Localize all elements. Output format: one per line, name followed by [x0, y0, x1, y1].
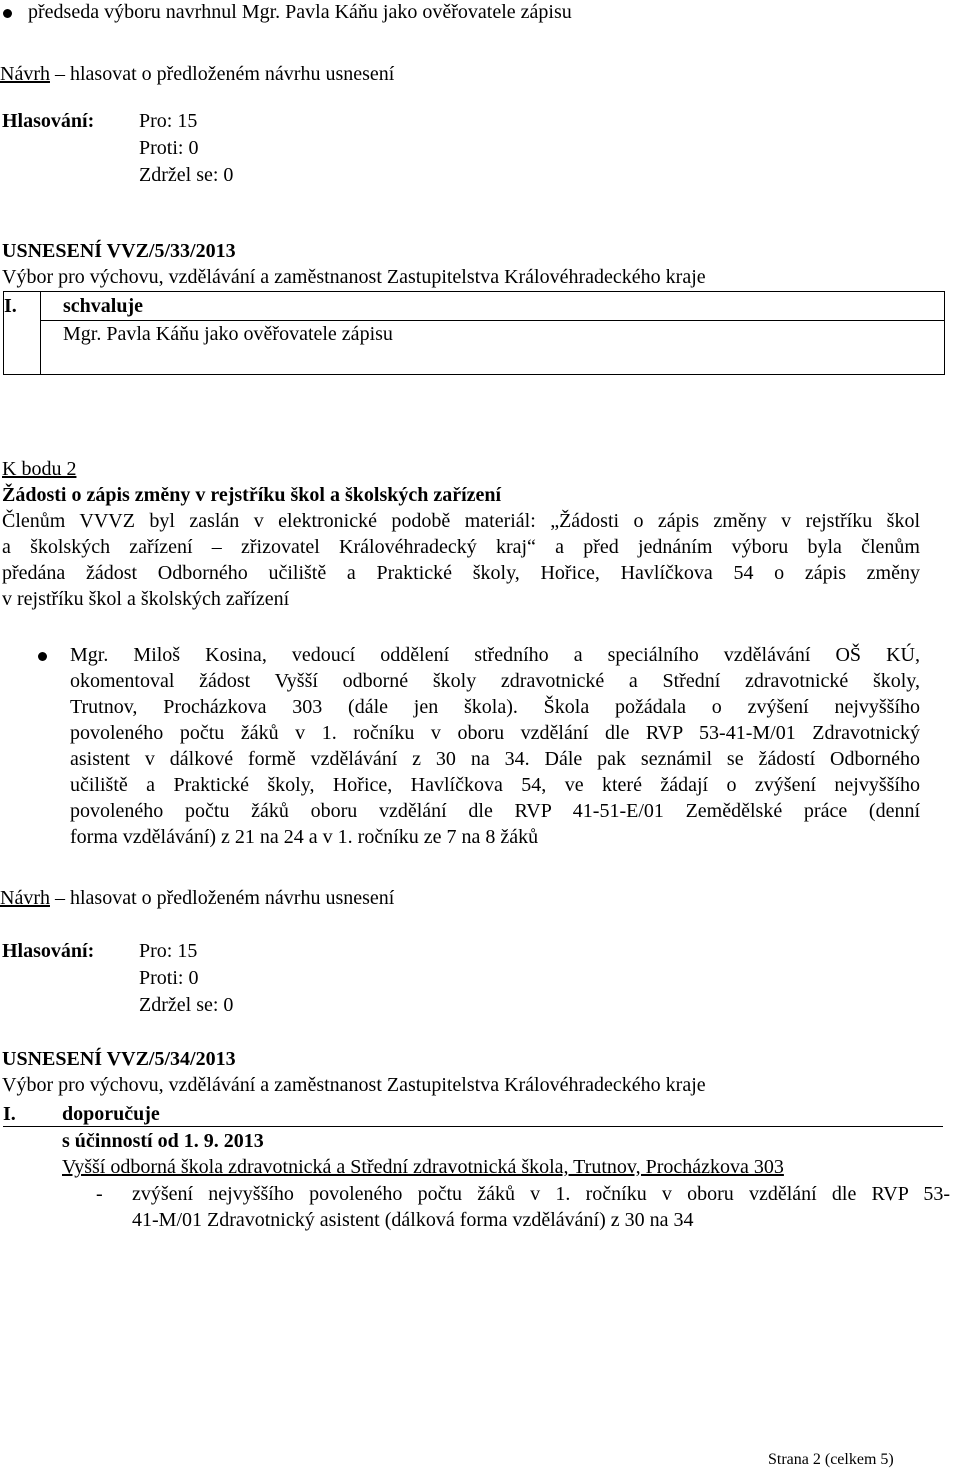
resolution-1-body: Výbor pro výchovu, vzdělávání a zaměstnanost Zastupitelstva Královéhradeckého kraje	[2, 266, 706, 288]
bullet-icon	[38, 652, 47, 661]
vote-1	[0, 108, 400, 188]
resolution-2-rule	[3, 1126, 943, 1127]
item-line: zvýšení nejvyššího povoleného počtu žáků v 1. ročníku v oboru vzdělání dle RVP 53-	[132, 1183, 950, 1205]
resolution-2-school: Vyšší odborná škola zdravotnická a Střední zdravotnická škola, Trutnov, Procházkova 303	[62, 1156, 784, 1178]
section-2-subheading: Žádosti o zápis změny v rejstříku škol a školských zařízení	[2, 484, 502, 506]
bullet-line: učiliště a Praktické školy, Hořice, Havlíčkova 54, ve které žádají o zvýšení nejvyššího	[70, 774, 920, 796]
bullet-line: povoleného počtu žáků oboru vzdělání dle RVP 41-51-E/01 Zemědělské práce (denní	[70, 800, 920, 822]
bullet-line: Trutnov, Procházkova 303 (dále jen škola). Škola požádala o zvýšení nejvyššího	[70, 696, 920, 718]
resolution-1-title: USNESENÍ VVZ/5/33/2013	[2, 240, 236, 262]
proposal-2-prefix: Návrh	[0, 887, 50, 909]
vote-2-pro: Pro: 15	[139, 940, 198, 962]
proposal-1-prefix: Návrh	[0, 63, 50, 85]
section-2-heading: K bodu 2	[2, 458, 77, 480]
vote-1-pro: Pro: 15	[139, 110, 198, 132]
bullet-line: asistent v dálkové formě vzdělávání z 30 na 34. Dále pak seznámil se žádostí Odborného	[70, 748, 920, 770]
proposal-1-text: – hlasovat o předloženém návrhu usnesení	[49, 63, 395, 85]
paragraph-line: předána žádost Odborného učiliště a Praktické školy, Hořice, Havlíčkova 54 o zápis změny	[2, 562, 920, 584]
resolution-1-verb: schvaluje	[63, 295, 143, 317]
resolution-1-box	[3, 291, 945, 375]
paragraph-line: Členům VVVZ byl zaslán v elektronické podobě materiál: „Žádosti o zápis změny v rejstříku škol	[2, 510, 920, 532]
vote-2-zdrzel: Zdržel se: 0	[139, 994, 234, 1016]
bullet-line: okomentoval žádost Vyšší odborné školy zdravotnické a Střední zdravotnické školy,	[70, 670, 920, 692]
bullet-line: forma vzdělávání) z 21 na 24 a v 1. ročníku ze 7 na 8 žáků	[70, 826, 539, 848]
item-line: 41-M/01 Zdravotnický asistent (dálková forma vzdělávání) z 30 na 34	[132, 1209, 694, 1231]
proposal-2-text: – hlasovat o předloženém návrhu usnesení	[49, 887, 395, 909]
vote-2	[0, 938, 400, 1018]
vote-2-label: Hlasování:	[2, 940, 95, 962]
resolution-2-item	[132, 1181, 950, 1233]
vote-2-proti: Proti: 0	[139, 967, 199, 989]
resolution-2-dash: -	[96, 1183, 103, 1205]
vote-1-zdrzel: Zdržel se: 0	[139, 164, 234, 186]
section-2-paragraph	[2, 508, 920, 612]
resolution-1-number: I.	[4, 295, 17, 317]
resolution-2-number: I.	[3, 1103, 16, 1125]
resolution-1-text: Mgr. Pavla Káňu jako ověřovatele zápisu	[63, 323, 393, 345]
bullet-line: Mgr. Miloš Kosina, vedoucí oddělení středního a speciálního vzdělávání OŠ KÚ,	[70, 644, 920, 666]
resolution-2-verb: doporučuje	[62, 1103, 160, 1125]
resolution-2-body: Výbor pro výchovu, vzdělávání a zaměstnanost Zastupitelstva Královéhradeckého kraje	[2, 1074, 706, 1096]
resolution-2-effective: s účinností od 1. 9. 2013	[62, 1130, 264, 1152]
paragraph-line: a školských zařízení – zřizovatel Královéhradecký kraj“ a před jednáním výboru byla členům	[2, 536, 920, 558]
vote-1-label: Hlasování:	[2, 110, 95, 132]
proposal-2	[0, 885, 394, 911]
resolution-2-title: USNESENÍ VVZ/5/34/2013	[2, 1048, 236, 1070]
section-2-bullet	[70, 642, 920, 850]
paragraph-line: v rejstříku škol a školských zařízení	[2, 588, 290, 610]
vote-1-proti: Proti: 0	[139, 137, 199, 159]
bullet-icon	[3, 9, 12, 18]
proposal-1	[0, 61, 394, 87]
top-bullet-text: předseda výboru navrhnul Mgr. Pavla Káňu jako ověřovatele zápisu	[28, 1, 572, 23]
bullet-line: povoleného počtu žáků v 1. ročníku v oboru vzdělání dle RVP 53-41-M/01 Zdravotnický	[70, 722, 920, 744]
page-number: Strana 2 (celkem 5)	[768, 1451, 894, 1468]
